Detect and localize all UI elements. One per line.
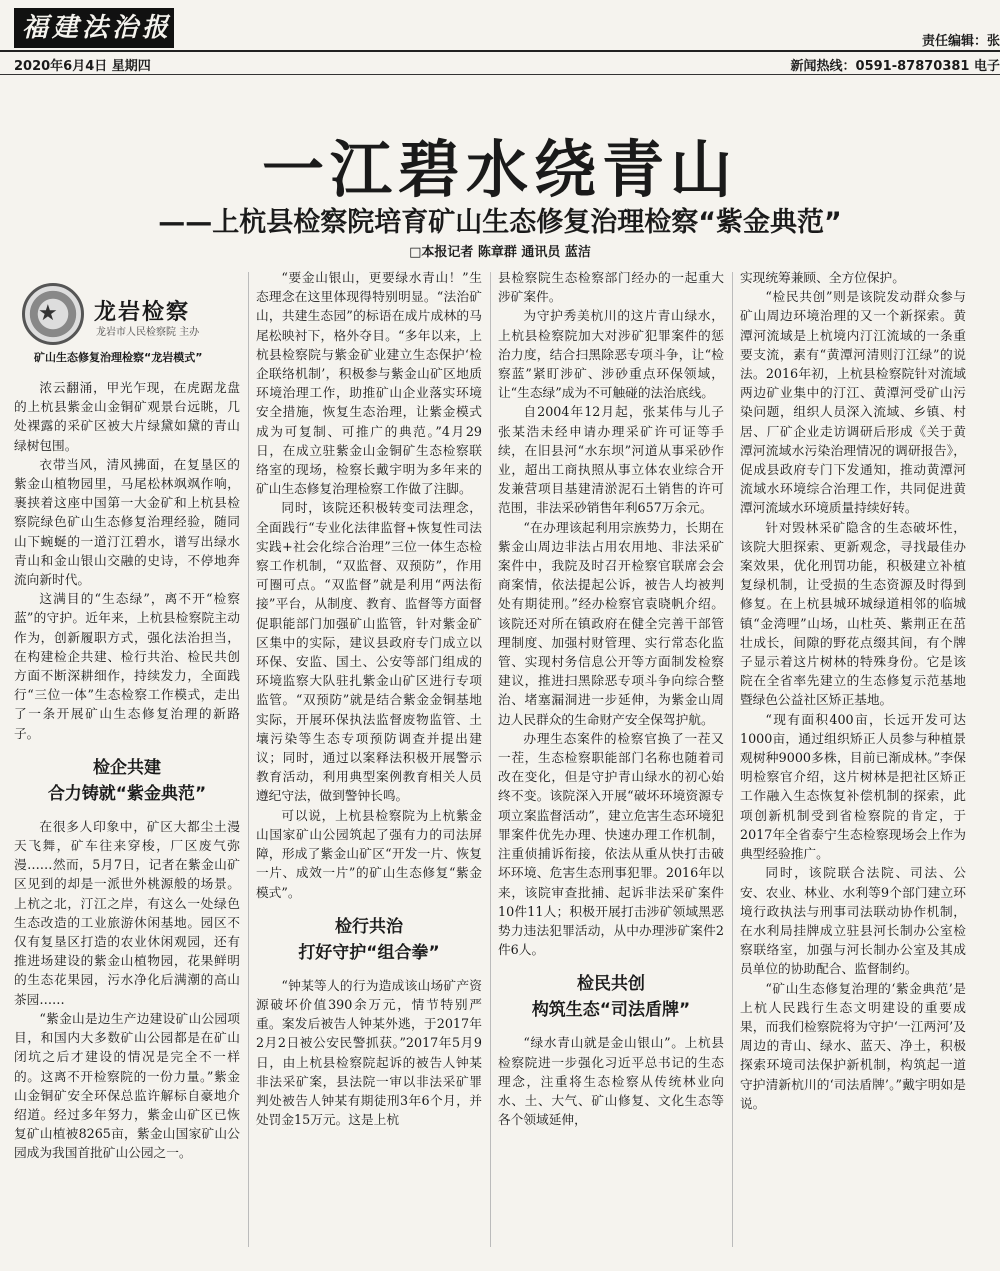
section-heading-line: 打好守护“组合拳” [298, 942, 440, 963]
paragraph: “在办理该起利用宗族势力，长期在紫金山周边非法占用农用地、非法采矿案件中，我院及时召开检察官联席会会商案情，依法提起公诉，被告人均被判处有期徒刑。”经办检察官袁晓帆介绍。该院还对所在镇政府在健全完善干部管理制度、加强村财管理、实行常态化监管、实现村务信息公开等方面制发检察建议，推进扫黑除恶专项斗争向综合整治、堵塞漏洞进一步延伸，为紫金山周边人民群众的生命财产安全保驾护航。 [498, 519, 724, 727]
masthead-rule [0, 50, 1000, 52]
text-column-2 [256, 268, 482, 1258]
column-divider [732, 272, 733, 1247]
column-divider [248, 272, 249, 1247]
section-heading-line: 构筑生态“司法盾牌” [531, 1000, 691, 1021]
article-subhead: ——上杭县检察院培育矿山生态修复治理检察“紫金典范” [158, 207, 842, 238]
paragraph: “绿水青山就是金山银山”。上杭县检察院进一步强化习近平总书记的生态理念，注重将生态检察从传统林业向水、土、大气、矿山修复、文化生态等各个领域延伸， [498, 1035, 724, 1128]
paragraph: 自2004年12月起，张某伟与儿子张某浩未经申请办理采矿许可证等手续，在旧县河“水东坝”河道从事采砂作业，超出工商执照从事立体农业综合开发兼营项目基建清淤泥石土销售的许可范围，非法采砂销售年利657万余元。 [498, 404, 724, 516]
section-heading-line: 检民共创 [577, 974, 645, 995]
paragraph: 为守护秀美杭川的这片青山绿水，上杭县检察院加大对涉矿犯罪案件的惩治力度，结合扫黑除恶专项斗争，让“检察蓝”紧盯涉矿、涉砂重点环保领域，让“生态绿”成为不可触碰的法治底线。 [498, 308, 724, 401]
text-column-1 [14, 290, 240, 1271]
paragraph: 浓云翻涌，甲光乍现，在虎踞龙盘的上杭县紫金山金铜矿观景台远眺，几处裸露的采矿区被大片绿黛如黛的青山绿树包围。 [14, 380, 240, 453]
section-heading-line: 检行共治 [335, 916, 403, 937]
section-heading-2 [256, 914, 482, 966]
paragraph: 办理生态案件的检察官换了一茬又一茬，生态检察职能部门名称也随着司改在变化，但是守护青山绿水的初心始终不变。该院深入开展“破坏环境资源专项立案监督活动”，建立危害生态环境犯罪案件优先办理、快速办理工作机制，注重侦捕诉衔接，依法从重从快打击破坏环境、危害生态刑事犯罪。2016年以来，该院审查批捕、起诉非法采矿案件10件11人；积极开展打击涉矿领域黑恶势力违法犯罪活动，从中办理涉矿案件2件6人。 [498, 730, 724, 958]
masthead [0, 0, 1000, 78]
paragraph: 在很多人印象中，矿区大都尘土漫天飞舞，矿车往来穿梭，厂区废气弥漫……然而，5月7日，记者在紫金山矿区见到的却是一派世外桃源般的场景。上杭之北，汀江之岸，有这么一处绿色生态改造的工业旅游休闲基地。园区不仅有复垦区打造的农业休闲观园，还有推进场建设的紫金山植物园，花果鲜明的生态花果园，污水净化后满潮的高山茶园…… [14, 818, 240, 1007]
paragraph: 可以说，上杭县检察院为上杭紫金山国家矿山公园筑起了强有力的司法屏障，形成了紫金山矿区“开发一片、恢复一片、成效一片”的矿山生态修复“紫金模式”。 [256, 807, 482, 900]
paragraph: 同时，该院还积极转变司法理念，全面践行“专业化法律监督+恢复性司法实践+社会化综合治理”三位一体生态检察工作机制，“双监督、双预防”，作用可圈可点。“双监督”就是利用“两法衔接”平台，从制度、教育、监督等方面督促职能部门加强矿山监管，针对紫金矿区集中的实际，建议县政府专门成立以环保、安监、国土、公安等部门组成的环境监察大队驻扎紫金山矿区进行专项监管。“双预防”就是结合紫金金铜基地实际，开展环保执法监督废物监管、土壤污染等生态专项预防调查并提出建议；同时，通过以案释法积极开展警示教育活动，利用典型案例教育相关人员遵纪守法，做到警钟长鸣。 [256, 500, 482, 804]
masthead-divider [0, 74, 1000, 75]
paragraph: “要金山银山，更要绿水青山！”生态理念在这里体现得特别明显。“法治矿山，共建生态园”的标语在成片成林的马尾松映衬下，格外夺目。“多年以来，上杭县检察院与紫金矿业建立生态保护‘检企联络机制’，积极参与紫金山矿区地质环境治理工作，助推矿山企业落实环境安全措施，恢复生态治理，让紫金模式成为可复制、可推广的典范。”4月29日，在成立驻紫金山金铜矿生态检察联络室的现场，检察长戴宇明为多年来的矿山生态修复治理检察工作做了注脚。 [256, 270, 482, 497]
paragraph: “现有面积400亩，长远开发可达1000亩，通过组织矫正人员参与种植景观树种9000多株，目前已渐成林。”李保明检察官介绍，这片树林是把社区矫正工作融入生态恢复补偿机制的探索，此项创新机制受到省检察院的肯定，于2017年全省泰宁生态检察现场会上作为典型经验推广。 [740, 711, 966, 862]
article-byline: □本报记者 陈章群 通讯员 蓝洁 [409, 245, 591, 260]
paragraph: 针对毁林采矿隐含的生态破坏性，该院大胆探索、更新观念，寻找最佳办案效果，优化刑罚功能，积极建立补植复绿机制，让受损的生态资源及时得到修复。在上杭县城环城绿道相邻的临城镇“金湾哩”山场，山杜英、紫荆正在茁壮成长，间隙的野花点缀其间，有个牌子显示着这片树林的特殊身份。它是该院在全省率先建立的生态修复示范基地暨绿色公益社区矫正基地。 [740, 519, 966, 708]
paragraph: “检民共创”则是该院发动群众参与矿山周边环境治理的又一个新探索。黄潭河流域是上杭境内汀江流域的一条重要支流，素有“黄潭河清则汀江绿”的说法。2016年初，上杭县检察院针对流域两边矿业集中的汀江、黄潭河受矿山污染问题，组织人员深入流域、乡镇、村居、厂矿企业走访调研后形成《关于黄潭河流域水污染治理情况的调研报告》，促成县政府专门下发通知，推动黄潭河流域水环境综合治理工作，共同促进黄潭河流域水环境质量持续好转。 [740, 289, 966, 516]
news-hotline: 新闻热线：0591-87870381 电子 [790, 59, 1000, 74]
newspaper-name: 福建法治报 [14, 8, 174, 48]
paragraph: “钟某等人的行为造成该山场矿产资源破坏价值390余万元，情节特别严重。案发后被告人钟某外逃，于2017年2月2日被公安民警抓获。”2017年5月9日，由上杭县检察院起诉的被告人钟某非法采矿案，县法院一审以非法采矿罪判处被告人钟某有期徒刑3年6个月，并处罚金15万元。这是上杭 [256, 977, 482, 1128]
column-divider [490, 272, 491, 1247]
section-heading-3 [498, 971, 724, 1023]
column-title: 龙岩检察 [94, 300, 191, 325]
text-column-3 [498, 268, 724, 1258]
paragraph: 衣带当风，清风拂面，在复垦区的紫金山植物园里，马尾松林飒飒作响，裹挟着这座中国第一大金矿和上杭县检察院绿色矿山生态修复治理经验，随同山下蜿蜒的一道汀江碧水，谱写出绿水青山和金山银山交融的史诗，不停地奔流向新时代。 [14, 456, 240, 588]
paragraph: 同时，该院联合法院、司法、公安、农业、林业、水利等9个部门建立环境行政执法与刑事司法联动协作机制，在水利局挂牌成立驻县河长制办公室检察联络室，加强与河长制办公室及其成员单位的协助配合、监督制约。 [740, 865, 966, 977]
paragraph: 县检察院生态检察部门经办的一起重大涉矿案件。 [498, 270, 724, 305]
responsible-editor: 责任编辑：张 [921, 34, 1000, 49]
paragraph: “紫金山是边生产边建设矿山公园项目，和国内大多数矿山公园都是在矿山闭坑之后才建设的情况是完全不一样的。这离不开检察院的一份力量。”紫金山金铜矿安全环保总监许解标自豪地介绍道。经过多年努力，紫金山矿区已恢复矿山植被8265亩，紫金山国家矿山公园成为我国首批矿山公园之一。 [14, 1010, 240, 1161]
paragraph: “矿山生态修复治理的‘紫金典范’是上杭人民践行生态文明建设的重要成果，而我们检察院将为守护‘一江两河’及周边的青山、绿水、蓝天、净土，积极探索环境司法保护新机制，构筑起一道守护清新杭川的‘司法盾牌’。”戴宇明如是说。 [740, 980, 966, 1111]
column-tag: 矿山生态修复治理检察“龙岩模式” [34, 351, 203, 364]
paragraph: 实现统筹兼顾、全方位保护。 [740, 270, 905, 285]
section-heading-1 [14, 755, 240, 807]
text-column-4 [740, 268, 966, 1258]
publication-date: 2020年6月4日 星期四 [14, 59, 151, 74]
section-heading-line: 合力铸就“紫金典范” [47, 783, 207, 804]
section-heading-line: 检企共建 [93, 757, 161, 778]
column-sponsor: 龙岩市人民检察院 主办 [96, 327, 200, 338]
paragraph: 这满目的“生态绿”，离不开“检察蓝”的守护。近年来，上杭县检察院主动作为，创新履职方式，强化法治担当，在构建检企共建、检行共治、检民共创方面不断深耕细作，持续发力，全面践行“三位一体”生态检察工作模式，走出了一条开展矿山生态修复治理的新路子。 [14, 591, 240, 741]
article-headline: 一江碧水绕青山 [261, 133, 738, 206]
star-icon: ★ [38, 301, 58, 326]
